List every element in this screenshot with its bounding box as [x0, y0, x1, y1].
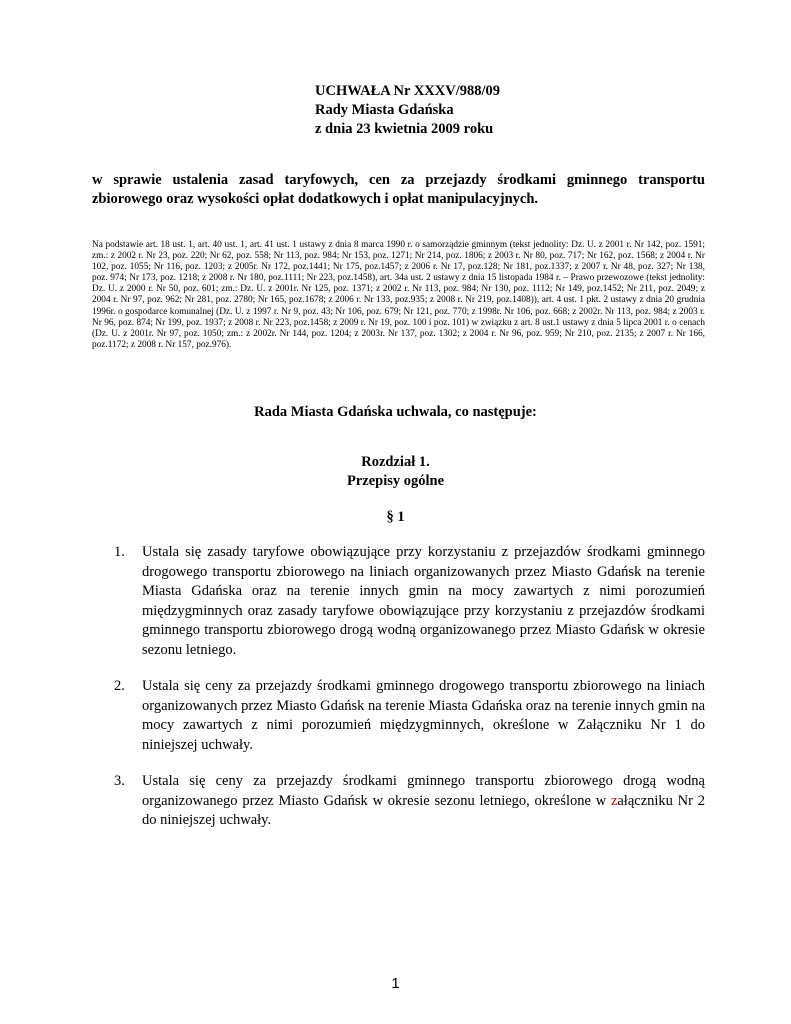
list-item-text-end: ałączniku Nr 2 do niniejszej uchwały.: [142, 792, 705, 828]
list-item-text: Ustala się ceny za przejazdy środkami gminnego drogowego transportu zbiorowego na liniach organizowanych przez Miasto Gdańsk na terenie Miasta Gdańska oraz na terenie innych gmin na mocy zawartych z nimi porozumień międzygminnych, określone w Załączniku Nr 1 do niniejszej uchwały.: [142, 678, 706, 753]
resolution-subject: w sprawie ustalenia zasad taryfowych, cen za przejazdy środkami gminnego transportu zbiorowego oraz wysokości opłat dodatkowych i opłat manipulacyjnych.: [92, 172, 705, 207]
resolution-number: UCHWAŁA Nr XXXV/988/09: [315, 83, 501, 99]
list-item: [114, 772, 705, 831]
provisions-list: [114, 543, 705, 848]
council-name: Rady Miasta Gdańska: [315, 102, 454, 118]
list-item: [114, 677, 705, 755]
highlighted-letter: z: [610, 792, 618, 809]
list-item-number: 1.: [114, 544, 125, 560]
resolution-header: [315, 82, 615, 139]
list-item-number: 3.: [114, 773, 125, 789]
list-item-number: 2.: [114, 678, 125, 694]
council-resolves-heading: Rada Miasta Gdańska uchwala, co następuje:: [254, 404, 537, 420]
page-number: 1: [391, 975, 400, 992]
list-item-text-start: Ustala się ceny za przejazdy środkami gminnego transportu zbiorowego drogą wodną organizowanego przez Miasto Gdańsk w okresie sezonu letniego, określone w: [142, 773, 705, 809]
resolution-date: z dnia 23 kwietnia 2009 roku: [315, 121, 494, 137]
legal-basis: Na podstawie art. 18 ust. 1, art. 40 ust. 1, art. 41 ust. 1 ustawy z dnia 8 marca 1990 r. o samorządzie gminnym (tekst jednolity: Dz. U. z 2001 r. Nr 142, poz. 1591; zm.: z 2002 r. Nr 23, poz. 220; Nr 62, poz. 558; Nr 113, poz. 984; Nr 153, poz. 1271; Nr 214, poz. 1806; z 2003 r. Nr 80, poz. 717; Nr 162, poz. 1568; z 2004 r. Nr 102, poz. 1055; Nr 116, poz. 1203; z 2005r. Nr 172, poz.1441; Nr 175, poz.1457; z 2006 r. Nr 17, poz.128; Nr 181, poz.1337; z 2007 r. Nr 48, poz. 327; Nr 138, poz. 974; Nr 173, poz. 1218; z 2008 r. Nr 180, poz.1111; Nr 223, poz.1458), art. 34a ust. 2 ustawy z dnia 15 listopada 1984 r. – Prawo przewozowe (tekst jednolity: Dz. U. z 2000 r. Nr 50, poz. 601; zm.: Dz. U. z 2001r. Nr 125, poz. 1371; z 2002 r. Nr 113, poz. 984; Nr 130, poz. 1112; Nr 149, poz.1452; Nr 211, poz. 2049; z 2004 r. Nr 97, poz. 962; Nr 281, poz. 2780; Nr 165, poz.1678; z 2006 r. Nr 133, poz.935; z 2008 r. Nr 219, poz.1408)), art. 4 ust. 1 pkt. 2 ustawy z dnia 20 grudnia 1996r. o gospodarce komunalnej (Dz. U. z 1997 r. Nr 9, poz. 43; Nr 106, poz. 679; Nr 121, poz. 770; z 1998r. Nr 106, poz. 668; z 2002r. Nr 113, poz. 984; z 2003 r. Nr 96, poz. 874; Nr 199, poz. 1937; z 2008 r. Nr 223, poz.1458; z 2009 r. Nr 19, poz. 100 i poz. 101) w związku z art. 8 ust.1 ustawy z dnia 5 lipca 2001 r. o cenach (Dz. U. z 2001r. Nr 97, poz. 1050; zm.: z 2002r. Nr 144, poz. 1204; z 2003r. Nr 137, poz. 1302; z 2004 r. Nr 96, poz. 959; Nr 210, poz. 2135; z 2007 r. Nr 166, poz.1172; z 2008 r. Nr 157, poz.976).: [92, 240, 705, 350]
list-item-text: Ustala się zasady taryfowe obowiązujące przy korzystaniu z przejazdów środkami gminnego drogowego transportu zbiorowego na liniach organizowanych przez Miasto Gdańsk na terenie Miasta Gdańska oraz na terenie innych gmin na mocy zawartych z nimi porozumień międzygminnych oraz zasady taryfowe obowiązujące przy korzystaniu z przejazdów środkami gminnego transportu zbiorowego drogą wodną organizowanego przez Miasto Gdańsk w okresie sezonu letniego.: [142, 544, 705, 658]
chapter-title: Rozdział 1.: [361, 454, 430, 470]
paragraph-symbol: § 1: [386, 509, 405, 525]
chapter-subtitle: Przepisy ogólne: [346, 473, 445, 489]
list-item: [114, 543, 705, 660]
list-item-text: [142, 772, 705, 831]
